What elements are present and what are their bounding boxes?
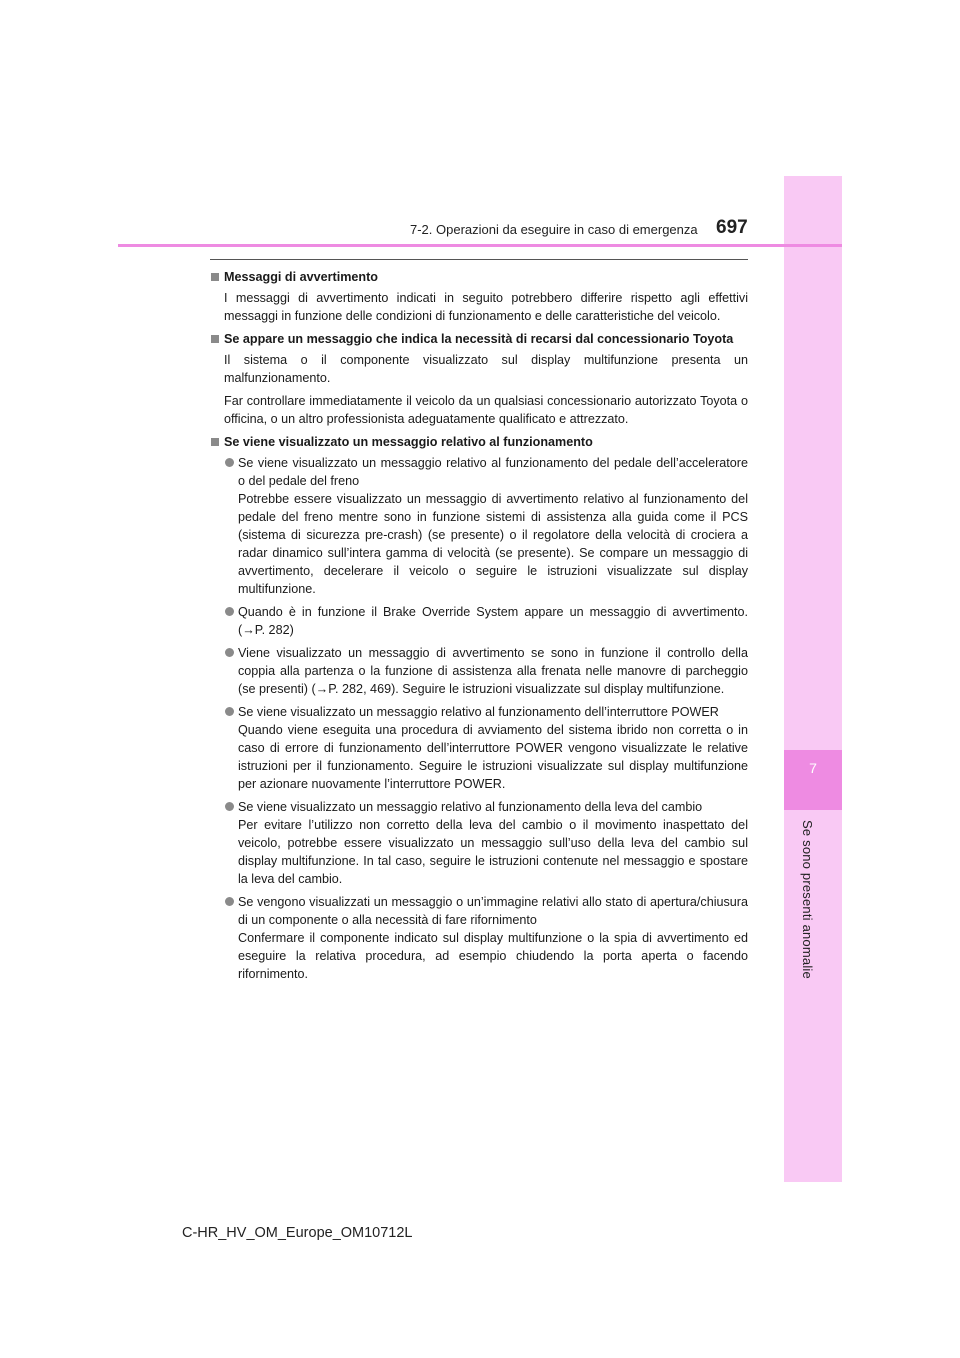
page-number: 697 <box>716 217 748 238</box>
bullet-body: Per evitare l’utilizzo non corretto della leva del cambio o il movimento inaspettato del veicolo, potrebbe essere visualizzato un messaggio sull’uso della leva del cambio sul display multifunzione. In tal caso, seguire le istruzioni contenute nel messaggio e spostare la leva del cambio. <box>238 818 748 886</box>
bullet-text: Quando è in funzione il Brake Override System appare un messaggio di avvertimento. (→P. 282) <box>238 605 748 637</box>
page-content <box>210 268 748 988</box>
section-heading: Se viene visualizzato un messaggio relativo al funzionamento <box>210 433 748 451</box>
bullet-item <box>224 893 748 983</box>
section-heading: Se appare un messaggio che indica la necessità di recarsi dal concessionario Toyota <box>210 330 748 348</box>
chapter-number: 7 <box>809 760 817 776</box>
paragraph: Far controllare immediatamente il veicolo da un qualsiasi concessionario autorizzato Toyota o officina, o un altro professionista adeguatamente qualificato e attrezzato. <box>224 394 748 426</box>
chapter-tab <box>784 750 842 810</box>
bullet-item <box>224 798 748 888</box>
section-heading: Messaggi di avvertimento <box>210 268 748 286</box>
paragraph: Il sistema o il componente visualizzato sul display multifunzione presenta un malfunzionamento. <box>224 353 748 385</box>
content-rule <box>210 259 748 260</box>
chapter-label: Se sono presenti anomalie <box>800 820 815 979</box>
bullet-body: Confermare il componente indicato sul display multifunzione o la spia di avvertimento ed eseguire la relativa procedura, ad esempio chiudendo la porta aperta o facendo rifornimento. <box>238 931 748 981</box>
paragraph: I messaggi di avvertimento indicati in seguito potrebbero differire rispetto agli effettivi messaggi in funzione delle condizioni di funzionamento e delle caratteristiche del veicolo. <box>224 291 748 323</box>
bullet-item <box>224 454 748 598</box>
bullet-title: Se viene visualizzato un messaggio relativo al funzionamento dell’interruttore POWER <box>238 705 719 719</box>
bullet-text: Viene visualizzato un messaggio di avvertimento se sono in funzione il controllo della coppia alla partenza o la funzione di assistenza alla frenata nelle manovre di parcheggio (se presenti) (→P. 282, 469). Seguire le istruzioni visualizzate sul display multifunzione. <box>238 646 748 696</box>
bullet-item <box>224 603 748 639</box>
bullet-title: Se viene visualizzato un messaggio relativo al funzionamento del pedale dell’acceleratore o del pedale del freno <box>238 456 748 488</box>
bullet-item <box>224 703 748 793</box>
section-title: 7-2. Operazioni da eseguire in caso di emergenza <box>410 222 698 237</box>
bullet-body: Potrebbe essere visualizzato un messaggio di avvertimento relativo al funzionamento del pedale del freno mentre sono in funzione sistemi di assistenza alla guida come il PCS (sistema di sicurezza pre-crash) (se presente) o il regolatore della velocità di crociera a radar dinamico sull’intera gamma di velocità (se presente). Se compare un messaggio di avvertimento, decelerare il veicolo o seguire le istruzioni visualizzate sul display multifunzione. <box>238 492 748 596</box>
bullet-title: Se vengono visualizzati un messaggio o un’immagine relativi allo stato di apertura/chiusura di un componente o alla necessità di fare rifornimento <box>238 895 748 927</box>
bullet-item <box>224 644 748 698</box>
chapter-side-strip <box>784 176 842 1182</box>
bullet-title: Se viene visualizzato un messaggio relativo al funzionamento della leva del cambio <box>238 800 703 814</box>
document-code: C-HR_HV_OM_Europe_OM10712L <box>182 1225 413 1241</box>
bullet-body: Quando viene eseguita una procedura di avviamento del sistema ibrido non corretta o in caso di errore di funzionamento dell’interruttore POWER vengono visualizzate le relative istruzioni per il funzionamento. Seguire le istruzioni visualizzate sul display multifunzione per azionare nuovamente l’interruttore POWER. <box>238 723 748 791</box>
header-rule <box>118 244 842 247</box>
